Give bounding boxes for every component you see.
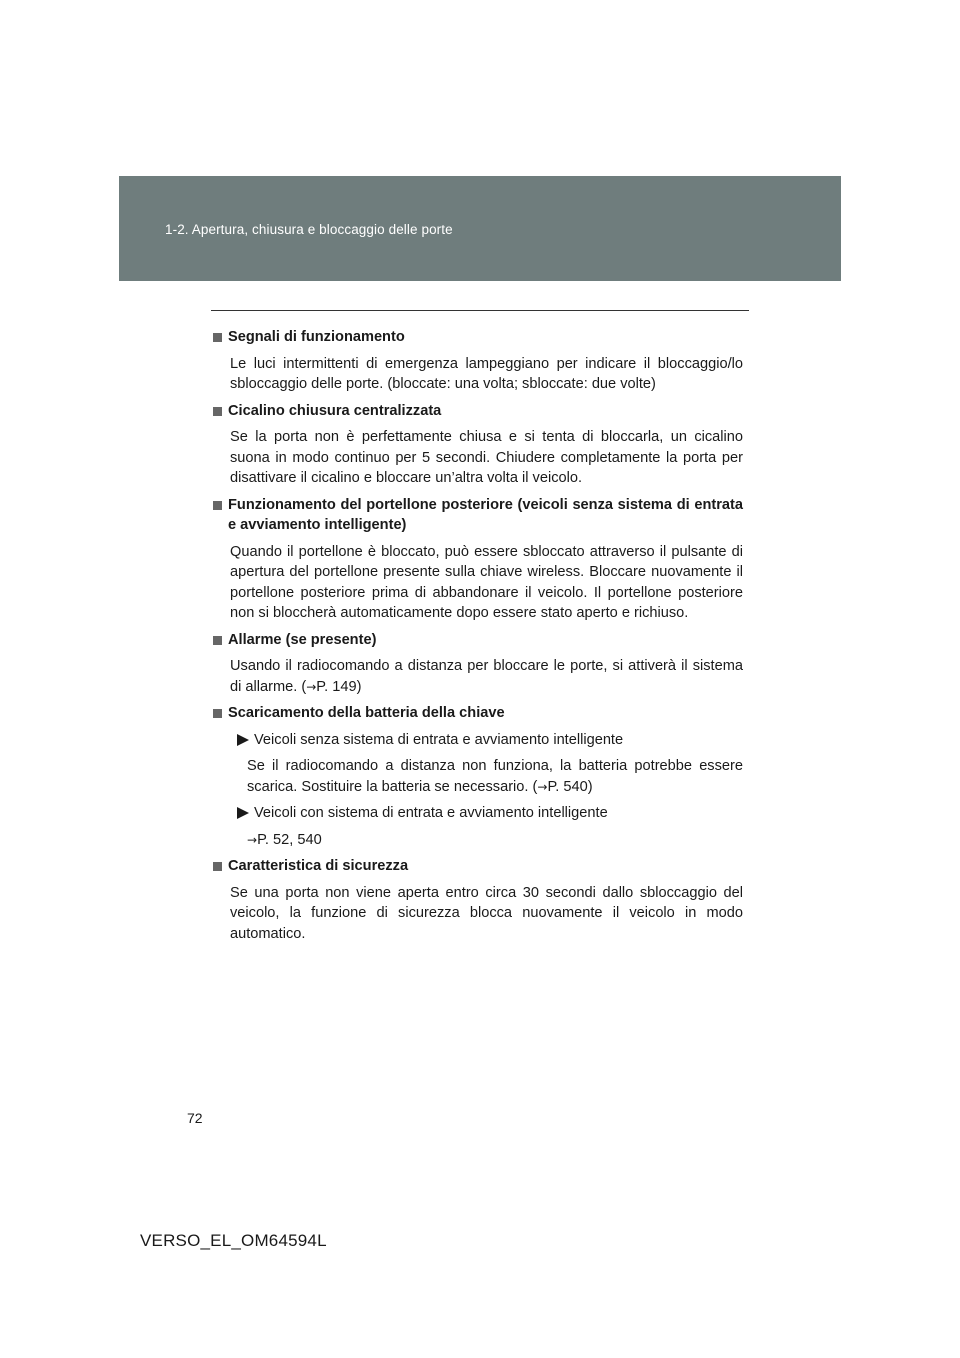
section-sicurezza [213, 856, 743, 944]
square-bullet-icon [213, 407, 222, 416]
arrow-right-icon: → [537, 779, 548, 794]
section-heading: Caratteristica di sicurezza [228, 858, 409, 874]
square-bullet-icon [213, 862, 222, 871]
chapter-header-band [119, 176, 841, 281]
triangle-pointer-icon [237, 807, 249, 819]
arrow-right-icon: → [247, 832, 258, 847]
square-bullet-icon [213, 333, 222, 342]
section-batteria [213, 703, 743, 850]
sub-item [237, 730, 743, 751]
section-paragraph: Se una porta non viene aperta entro circa 30 secondi dallo sbloccaggio del veicolo, la funzione di sicurezza blocca nuovamente il veicolo in modo automatico. [230, 884, 743, 942]
section-heading: Allarme (se presente) [228, 631, 377, 648]
section-portellone [213, 495, 743, 624]
section-cicalino [213, 401, 743, 489]
sub-item [237, 803, 743, 824]
section-allarme [213, 630, 743, 698]
page-reference-link: P. 52, 540 [257, 831, 322, 848]
square-bullet-icon [213, 636, 222, 645]
section-paragraph: Le luci intermittenti di emergenza lampeggiano per indicare il bloccaggio/lo sbloccaggio delle porte. (bloccate: una volta; sbloccate: due volte) [230, 355, 743, 392]
section-segnali [213, 327, 743, 395]
document-code: VERSO_EL_OM64594L [140, 1231, 327, 1250]
section-paragraph: Quando il portellone è bloccato, può essere sbloccato attraverso il pulsante di apertura del portellone presente sulla chiave wireless. Bloccare nuovamente il portellone posteriore prima di abbandonare il veicolo. Il portellone posteriore non si bloccherà automaticamente dopo essere stato aperto e richiuso. [230, 543, 743, 621]
section-paragraph: Se la porta non è perfettamente chiusa e si tenta di bloccarla, un cicalino suona in modo continuo per 5 secondi. Chiudere completamente la porta per disattivare il cicalino e bloccare un’altra volta il veicolo. [230, 429, 743, 486]
sub-item-label: Veicoli senza sistema di entrata e avviamento intelligente [254, 731, 624, 748]
sub-item-paragraph [247, 830, 743, 851]
page-content [213, 327, 743, 950]
page-reference-link: P. 149) [316, 678, 362, 695]
sub-item-label: Veicoli con sistema di entrata e avviamento intelligente [254, 805, 608, 821]
page-reference-link: P. 540) [547, 778, 593, 795]
section-divider [211, 310, 749, 311]
triangle-pointer-icon [237, 734, 249, 746]
section-heading: Scaricamento della batteria della chiave [228, 705, 505, 721]
page-number: 72 [187, 1110, 203, 1126]
square-bullet-icon [213, 709, 222, 718]
square-bullet-icon [213, 501, 222, 510]
section-heading: Funzionamento del portellone posteriore (veicoli senza sistema di entrata e avviamento intelligente) [228, 496, 743, 533]
sub-item-paragraph: Se il radiocomando a distanza non funziona, la batteria potrebbe essere scarica. Sostituire la batteria se necessario. (→P. 540) [247, 758, 743, 795]
arrow-right-icon: → [306, 679, 317, 694]
section-paragraph: Usando il radiocomando a distanza per bloccare le porte, si attiverà il sistema di allarme. (→P. 149) [230, 658, 743, 695]
chapter-title: 1-2. Apertura, chiusura e bloccaggio delle porte [165, 222, 453, 237]
section-heading: Segnali di funzionamento [228, 329, 405, 345]
section-heading: Cicalino chiusura centralizzata [228, 402, 442, 419]
